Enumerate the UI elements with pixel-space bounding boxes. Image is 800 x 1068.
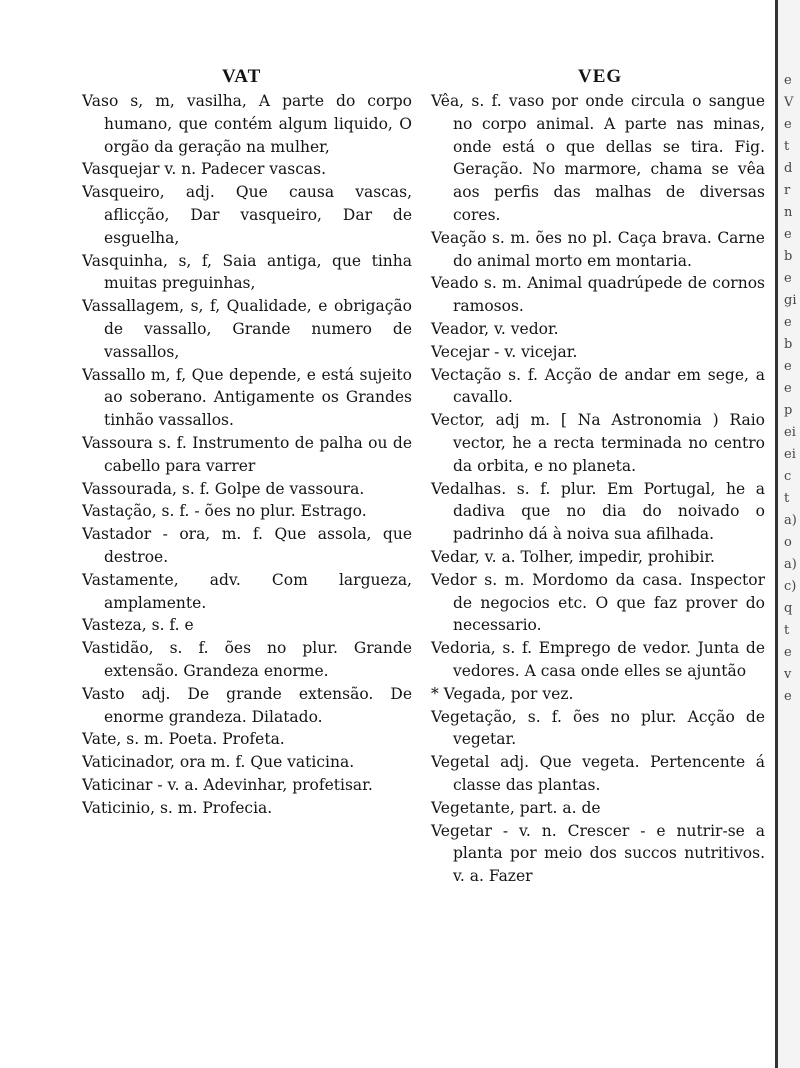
dictionary-entry: * Vegada, por vez. — [431, 684, 574, 703]
dictionary-entry: Vate, s. m. Poeta. Profeta. — [82, 730, 285, 749]
dictionary-entry: Vêa, s. f. vaso por onde circula o sangue no corpo animal. A parte nas minas, onde está o que dellas se tira. Fig. Geração. No marmore, chama se vêa aos perfis das malhas de diversas cores. — [431, 92, 765, 224]
dictionary-entry: Vaticinio, s. m. Profecia. — [82, 798, 273, 817]
dictionary-entry: Vegetal adj. Que vegeta. Pertencente á classe das plantas. — [431, 753, 765, 794]
dictionary-entry: Vectação s. f. Acção de andar em sege, a cavallo. — [431, 365, 765, 407]
dictionary-entry: Vasqueiro, adj. Que causa vascas, aflicção, Dar vasqueiro, Dar de esguelha, — [82, 183, 412, 247]
dictionary-entry: Vedor s. m. Mordomo da casa. Inspector de negocios etc. O que faz prover do necessario. — [431, 570, 765, 635]
dictionary-entry: Vegetação, s. f. ões no plur. Acção de vegetar. — [431, 707, 765, 749]
dictionary-entry: Vedar, v. a. Tolher, impedir, prohibir. — [431, 547, 715, 566]
dictionary-entry: Vaticinar - v. a. Adevinhar, profetisar. — [82, 775, 373, 794]
dictionary-entry: Vedoria, s. f. Emprego de vedor. Junta de vedores. A casa onde elles se ajuntão — [431, 639, 765, 680]
dictionary-entry: Vassourada, s. f. Golpe de vassoura. — [82, 479, 365, 498]
right-column — [431, 90, 765, 888]
dictionary-entry: Vastador - ora, m. f. Que assola, que destroe. — [82, 525, 412, 566]
dictionary-entry: Vecejar - v. vicejar. — [431, 342, 578, 361]
dictionary-entry: Vasteza, s. f. e — [82, 616, 194, 635]
dictionary-entry: Vasquinha, s, f, Saia antiga, que tinha muitas preguinhas, — [82, 251, 412, 293]
dictionary-entry: Veação s. m. ões no pl. Caça brava. Carne do animal morto em montaria. — [431, 228, 765, 270]
next-page-edge — [775, 0, 800, 1068]
dictionary-entry: Vastidão, s. f. ões no plur. Grande extensão. Grandeza enorme. — [82, 639, 412, 680]
edge-fragment-text: e Ve t d r n ebe gi eb e e p ei ei c t a) o a) c) q t e v e — [784, 73, 797, 704]
dictionary-entry: Vassoura s. f. Instrumento de palha ou de cabello para varrer — [82, 433, 412, 475]
dictionary-entry: Veado s. m. Animal quadrúpede de cornos ramosos. — [431, 274, 765, 316]
left-column — [82, 90, 412, 820]
dictionary-entry: Veador, v. vedor. — [431, 319, 559, 338]
left-column-heading: VAT — [222, 66, 262, 87]
dictionary-entry: Vedalhas. s. f. plur. Em Portugal, he a dadiva que no dia do noivado o padrinho dá à noiva sua afilhada. — [431, 479, 765, 544]
dictionary-entry: Vastação, s. f. - ões no plur. Estrago. — [82, 502, 367, 521]
dictionary-entry: Vaticinador, ora m. f. Que vaticina. — [82, 753, 355, 772]
dictionary-entry: Vegetar - v. n. Crescer - e nutrir-se a planta por meio dos succos nutritivos. v. a. Fazer — [431, 821, 765, 886]
dictionary-entry: Vastamente, adv. Com largueza, amplamente. — [82, 570, 412, 612]
dictionary-entry: Vassallo m, f, Que depende, e está sujeito ao soberano. Antigamente os Grandes tinhão vassallos. — [82, 365, 412, 430]
dictionary-entry: Vector, adj m. [ Na Astronomia ) Raio vector, he a recta terminada no centro da orbita, e no planeta. — [431, 411, 765, 475]
right-column-heading: VEG — [578, 66, 623, 87]
dictionary-entry: Vaso s, m, vasilha, A parte do corpo humano, que contém algum liquido, O orgão da geração na mulher, — [82, 92, 412, 156]
dictionary-entry: Vasto adj. De grande extensão. De enorme grandeza. Dilatado. — [82, 684, 412, 726]
dictionary-entry: Vasquejar v. n. Padecer vascas. — [82, 160, 327, 179]
dictionary-entry: Vassallagem, s, f, Qualidade, e obrigação de vassallo, Grande numero de vassallos, — [82, 297, 412, 361]
dictionary-entry: Vegetante, part. a. de — [431, 798, 601, 817]
